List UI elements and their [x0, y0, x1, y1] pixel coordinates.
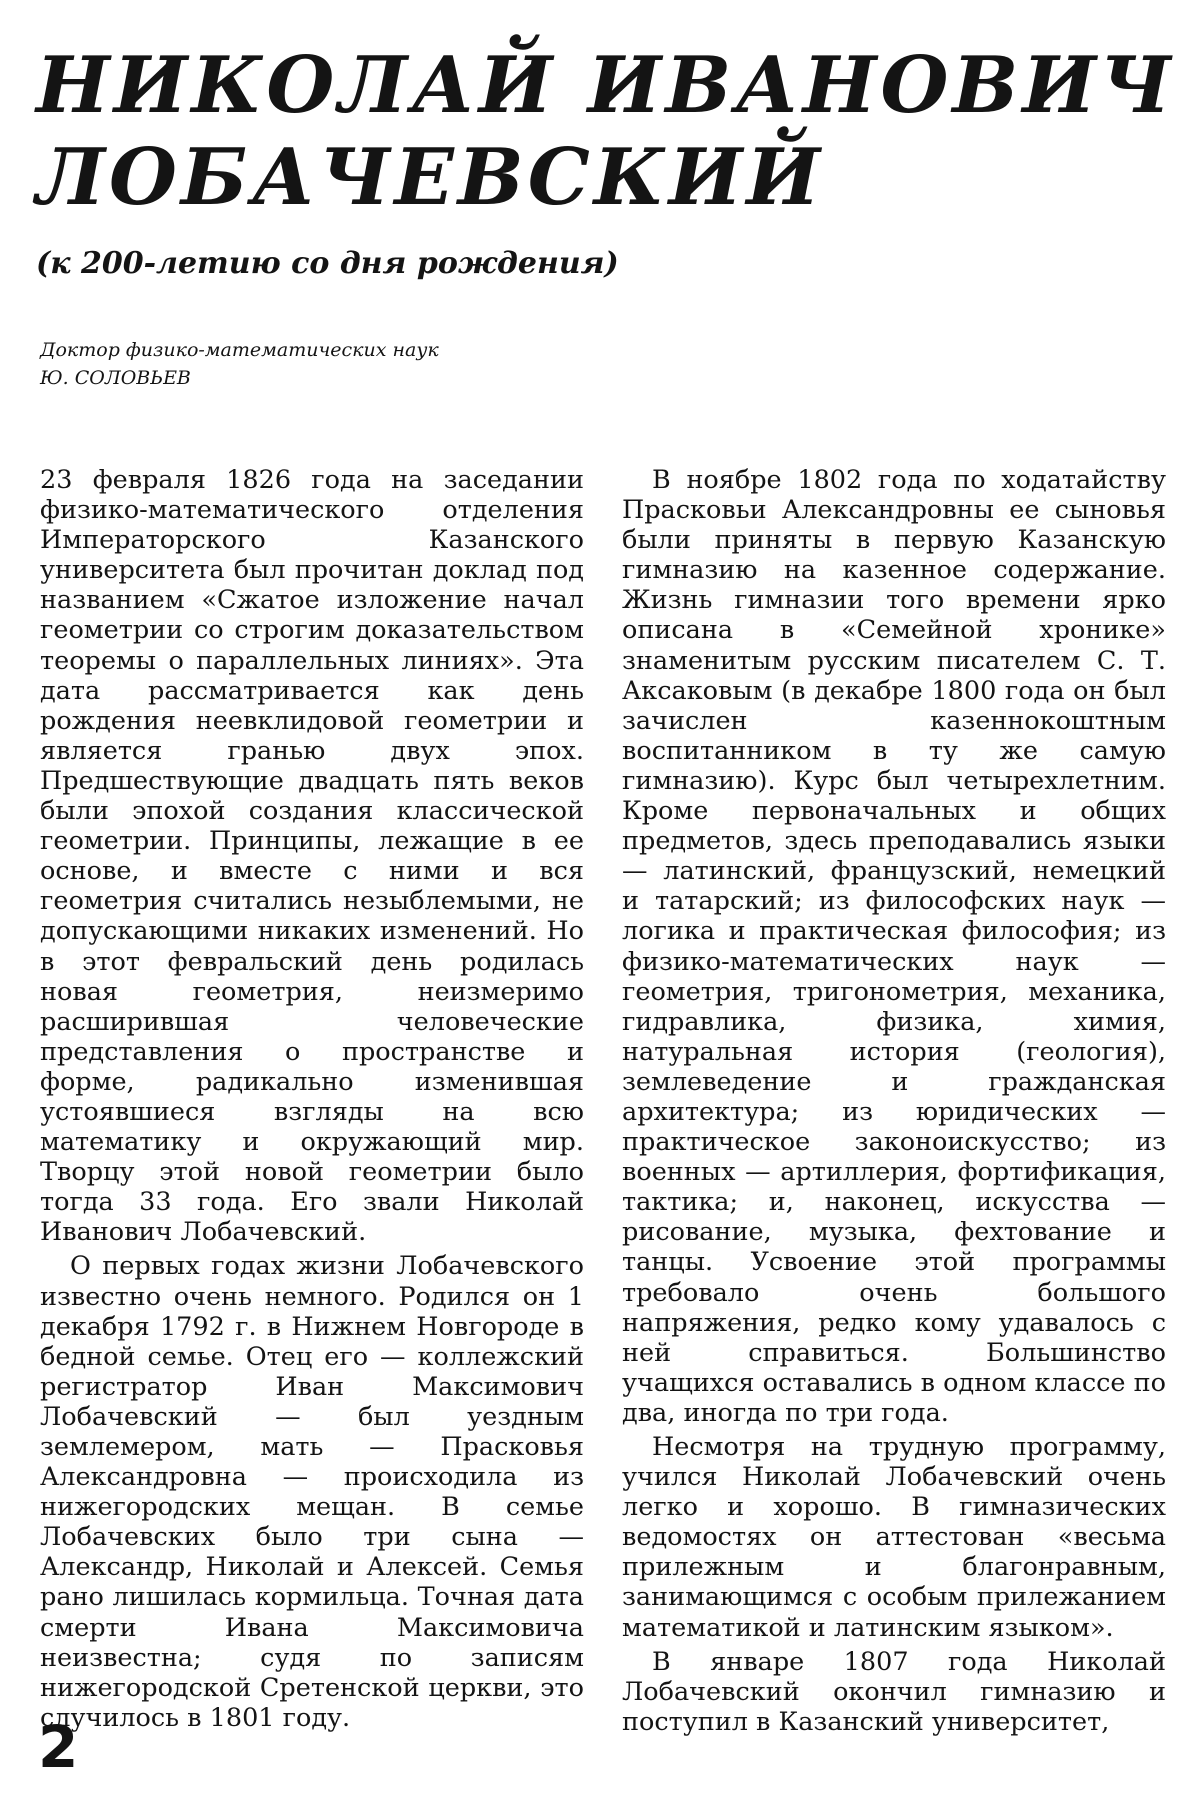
paragraph: О первых годах жизни Лобачевского известно очень немного. Родился он 1 декабря 1792 г. в Нижнем Новгороде в бедной семье. Отец его — коллежский регистратор Иван Максимович Лобачевский — был уездным землемером, мать — Прасковья Александровна — происходила из нижегородских мещан. В семье Лобачевских было три сына — Александр, Николай и Алексей. Семья рано лишилась кормильца. Точная дата смерти Ивана Максимовича неизвестна; судя по записям нижегородской Сретенской церкви, это случилось в 1801 году. [40, 1251, 584, 1733]
text-column-left [40, 465, 584, 1733]
paragraph: В январе 1807 года Николай Лобачевский окончил гимназию и поступил в Казанский университет, [622, 1646, 1166, 1737]
title-line-2: ЛОБАЧЕВСКИЙ [36, 132, 825, 223]
author-block [40, 336, 439, 392]
title-line-1: НИКОЛАЙ ИВАНОВИЧ [36, 40, 1176, 131]
author-name: Ю. СОЛОВЬЕВ [40, 367, 191, 389]
page-number: 2 [38, 1713, 79, 1781]
article-subtitle: (к 200-летию со дня рождения) [36, 246, 619, 281]
text-column-right [622, 465, 1166, 1737]
paragraph: В ноябре 1802 года по ходатайству Прасковьи Александровны ее сыновья были приняты в первую Казанскую гимназию на казенное содержание. Жизнь гимназии того времени ярко описана в «Семейной хронике» знаменитым русским писателем С. Т. Аксаковым (в декабре 1800 года он был зачислен казеннокоштным воспитанником в ту же самую гимназию). Курс был четырехлетним. Кроме первоначальных и общих предметов, здесь преподавались языки — латинский, французский, немецкий и татарский; из философских наук — логика и практическая философия; из физико-математических наук — геометрия, тригонометрия, механика, гидравлика, физика, химия, натуральная история (геология), землеведение и гражданская архитектура; из юридических — практическое законоискусство; из военных — артиллерия, фортификация, тактика; и, наконец, искусства — рисование, музыка, фехтование и танцы. Усвоение этой программы требовало очень большого напряжения, редко кому удавалось с ней справиться. Большинство учащихся оставались в одном классе по два, иногда по три года. [622, 465, 1166, 1428]
paragraph: Несмотря на трудную программу, учился Николай Лобачевский очень легко и хорошо. В гимназических ведомостях он аттестован «весьма прилежным и благонравным, занимающимся с особым прилежанием математикой и латинским языком». [622, 1432, 1166, 1643]
paragraph: 23 февраля 1826 года на заседании физико-математического отделения Императорского Казанского университета был прочитан доклад под названием «Сжатое изложение начал геометрии со строгим доказательством теоремы о параллельных линиях». Эта дата рассматривается как день рождения неевклидовой геометрии и является гранью двух эпох. Предшествующие двадцать пять веков были эпохой создания классической геометрии. Принципы, лежащие в ее основе, и вместе с ними и вся геометрия считались незыблемыми, не допускающими никаких изменений. Но в этот февральский день родилась новая геометрия, неизмеримо расширившая человеческие представления о пространстве и форме, радикально изменившая устоявшиеся взгляды на всю математику и окружающий мир. Творцу этой новой геометрии было тогда 33 года. Его звали Николай Иванович Лобачевский. [40, 465, 584, 1248]
article-title [36, 40, 1176, 224]
author-degree: Доктор физико-математических наук [40, 339, 439, 361]
